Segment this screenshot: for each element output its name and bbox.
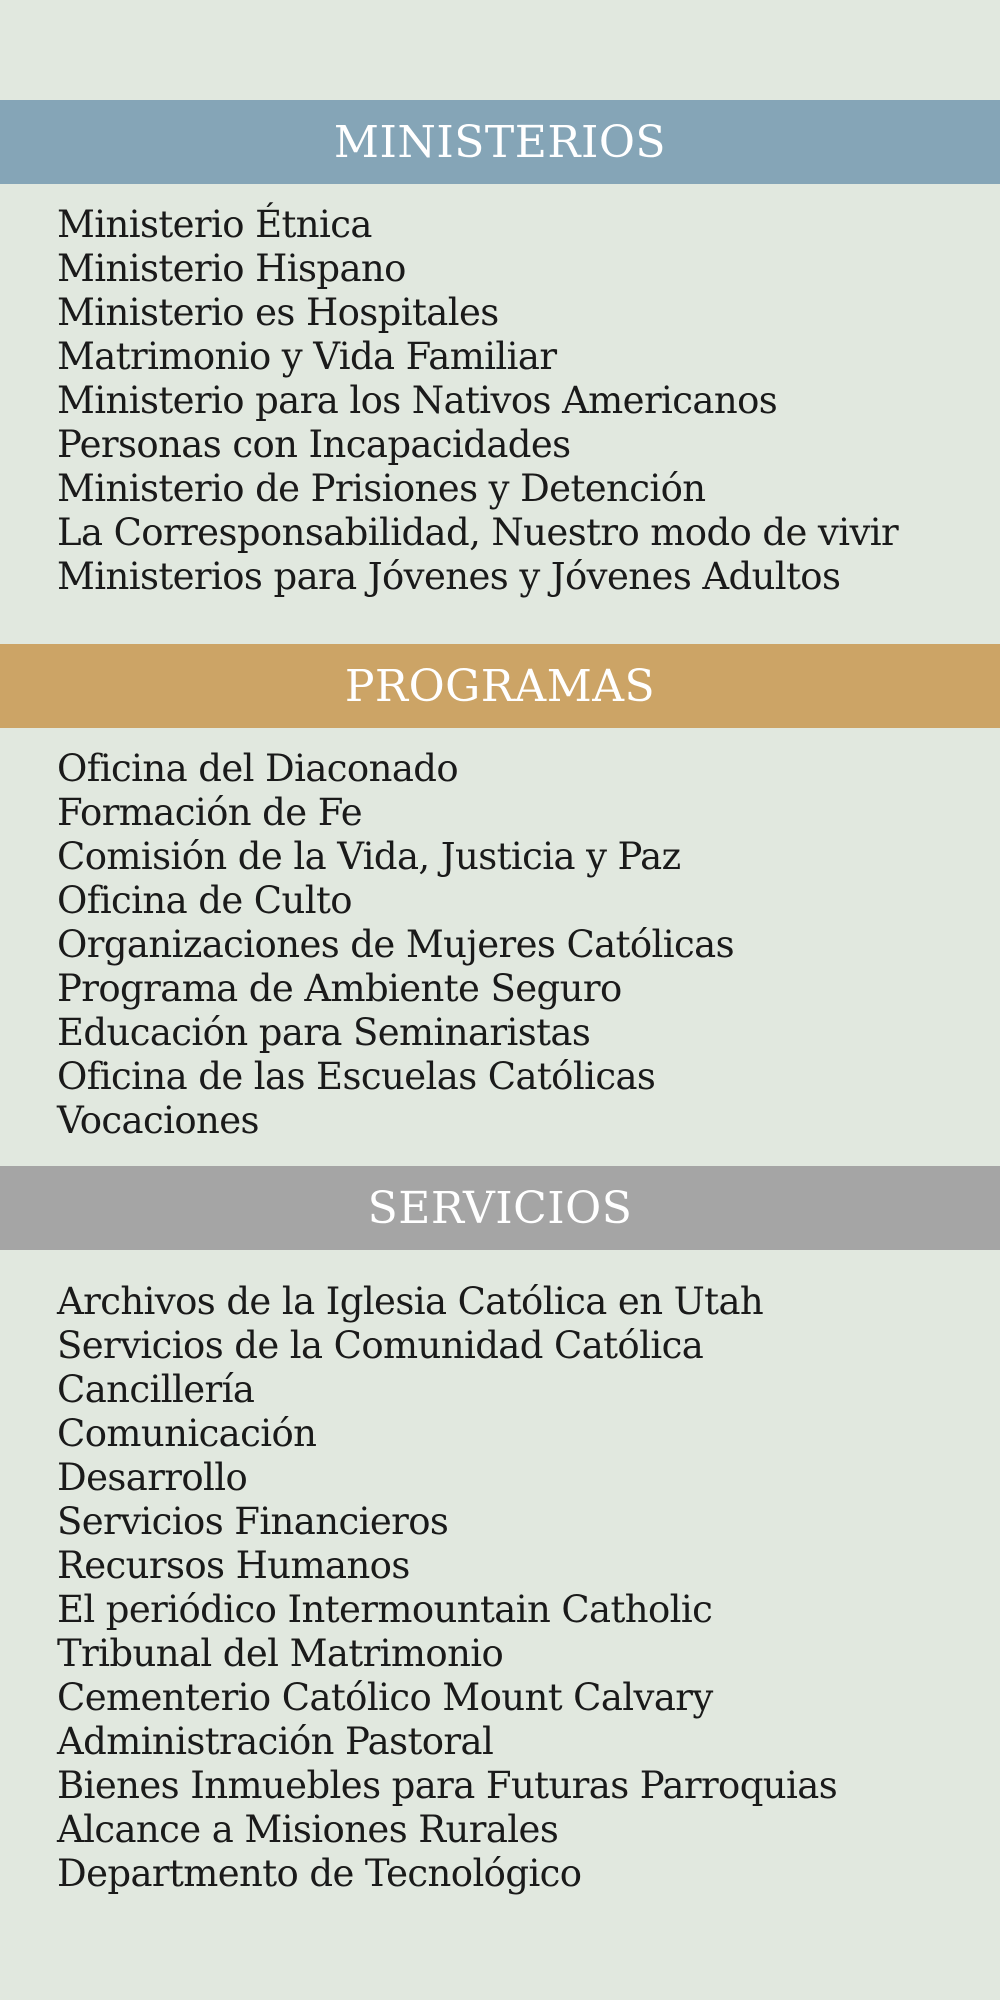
servicios-item[interactable]: Bienes Inmuebles para Futuras Parroquias bbox=[57, 1764, 838, 1807]
servicios-item[interactable]: Archivos de la Iglesia Católica en Utah bbox=[57, 1280, 764, 1323]
programas-item[interactable]: Oficina de Culto bbox=[57, 879, 352, 922]
ministerios-item[interactable]: Personas con Incapacidades bbox=[57, 423, 571, 466]
ministerios-list bbox=[57, 203, 957, 599]
servicios-item[interactable]: Cancillería bbox=[57, 1368, 255, 1411]
ministerios-item[interactable]: Ministerios para Jóvenes y Jóvenes Adultos bbox=[57, 555, 841, 598]
programas-header bbox=[0, 644, 1000, 728]
servicios-item[interactable]: Alcance a Misiones Rurales bbox=[57, 1808, 559, 1851]
servicios-item[interactable]: Recursos Humanos bbox=[57, 1544, 410, 1587]
programas-item[interactable]: Oficina del Diaconado bbox=[57, 747, 459, 790]
programas-item[interactable]: Programa de Ambiente Seguro bbox=[57, 967, 622, 1010]
servicios-item[interactable]: El periódico Intermountain Catholic bbox=[57, 1588, 713, 1631]
servicios-list bbox=[57, 1280, 957, 1896]
ministerios-item[interactable]: Matrimonio y Vida Familiar bbox=[57, 335, 557, 378]
servicios-item[interactable]: Administración Pastoral bbox=[57, 1720, 494, 1763]
programas-item[interactable]: Vocaciones bbox=[57, 1099, 259, 1142]
servicios-item[interactable]: Comunicación bbox=[57, 1412, 317, 1455]
servicios-item[interactable]: Tribunal del Matrimonio bbox=[57, 1632, 504, 1675]
ministerios-item[interactable]: Ministerio para los Nativos Americanos bbox=[57, 379, 778, 422]
servicios-item[interactable]: Departmento de Tecnológico bbox=[57, 1852, 582, 1895]
ministerios-title: MINISTERIOS bbox=[333, 116, 667, 168]
programas-item[interactable]: Educación para Seminaristas bbox=[57, 1011, 591, 1054]
servicios-item[interactable]: Servicios Financieros bbox=[57, 1500, 449, 1543]
ministerios-item[interactable]: Ministerio Étnica bbox=[57, 203, 372, 246]
ministerios-header bbox=[0, 100, 1000, 184]
programas-title: PROGRAMAS bbox=[344, 660, 656, 712]
servicios-item[interactable]: Cementerio Católico Mount Calvary bbox=[57, 1676, 713, 1719]
servicios-header bbox=[0, 1166, 1000, 1250]
programas-item[interactable]: Organizaciones de Mujeres Católicas bbox=[57, 923, 734, 966]
programas-list bbox=[57, 747, 957, 1143]
programas-item[interactable]: Formación de Fe bbox=[57, 791, 363, 834]
ministerios-item[interactable]: Ministerio de Prisiones y Detención bbox=[57, 467, 706, 510]
programas-item[interactable]: Comisión de la Vida, Justicia y Paz bbox=[57, 835, 681, 878]
servicios-item[interactable]: Servicios de la Comunidad Católica bbox=[57, 1324, 704, 1367]
ministerios-item[interactable]: Ministerio Hispano bbox=[57, 247, 406, 290]
servicios-title: SERVICIOS bbox=[367, 1182, 633, 1234]
ministerios-item[interactable]: Ministerio es Hospitales bbox=[57, 291, 499, 334]
servicios-item[interactable]: Desarrollo bbox=[57, 1456, 248, 1499]
ministerios-item[interactable]: La Corresponsabilidad, Nuestro modo de vivir bbox=[57, 511, 899, 554]
programas-item[interactable]: Oficina de las Escuelas Católicas bbox=[57, 1055, 656, 1098]
